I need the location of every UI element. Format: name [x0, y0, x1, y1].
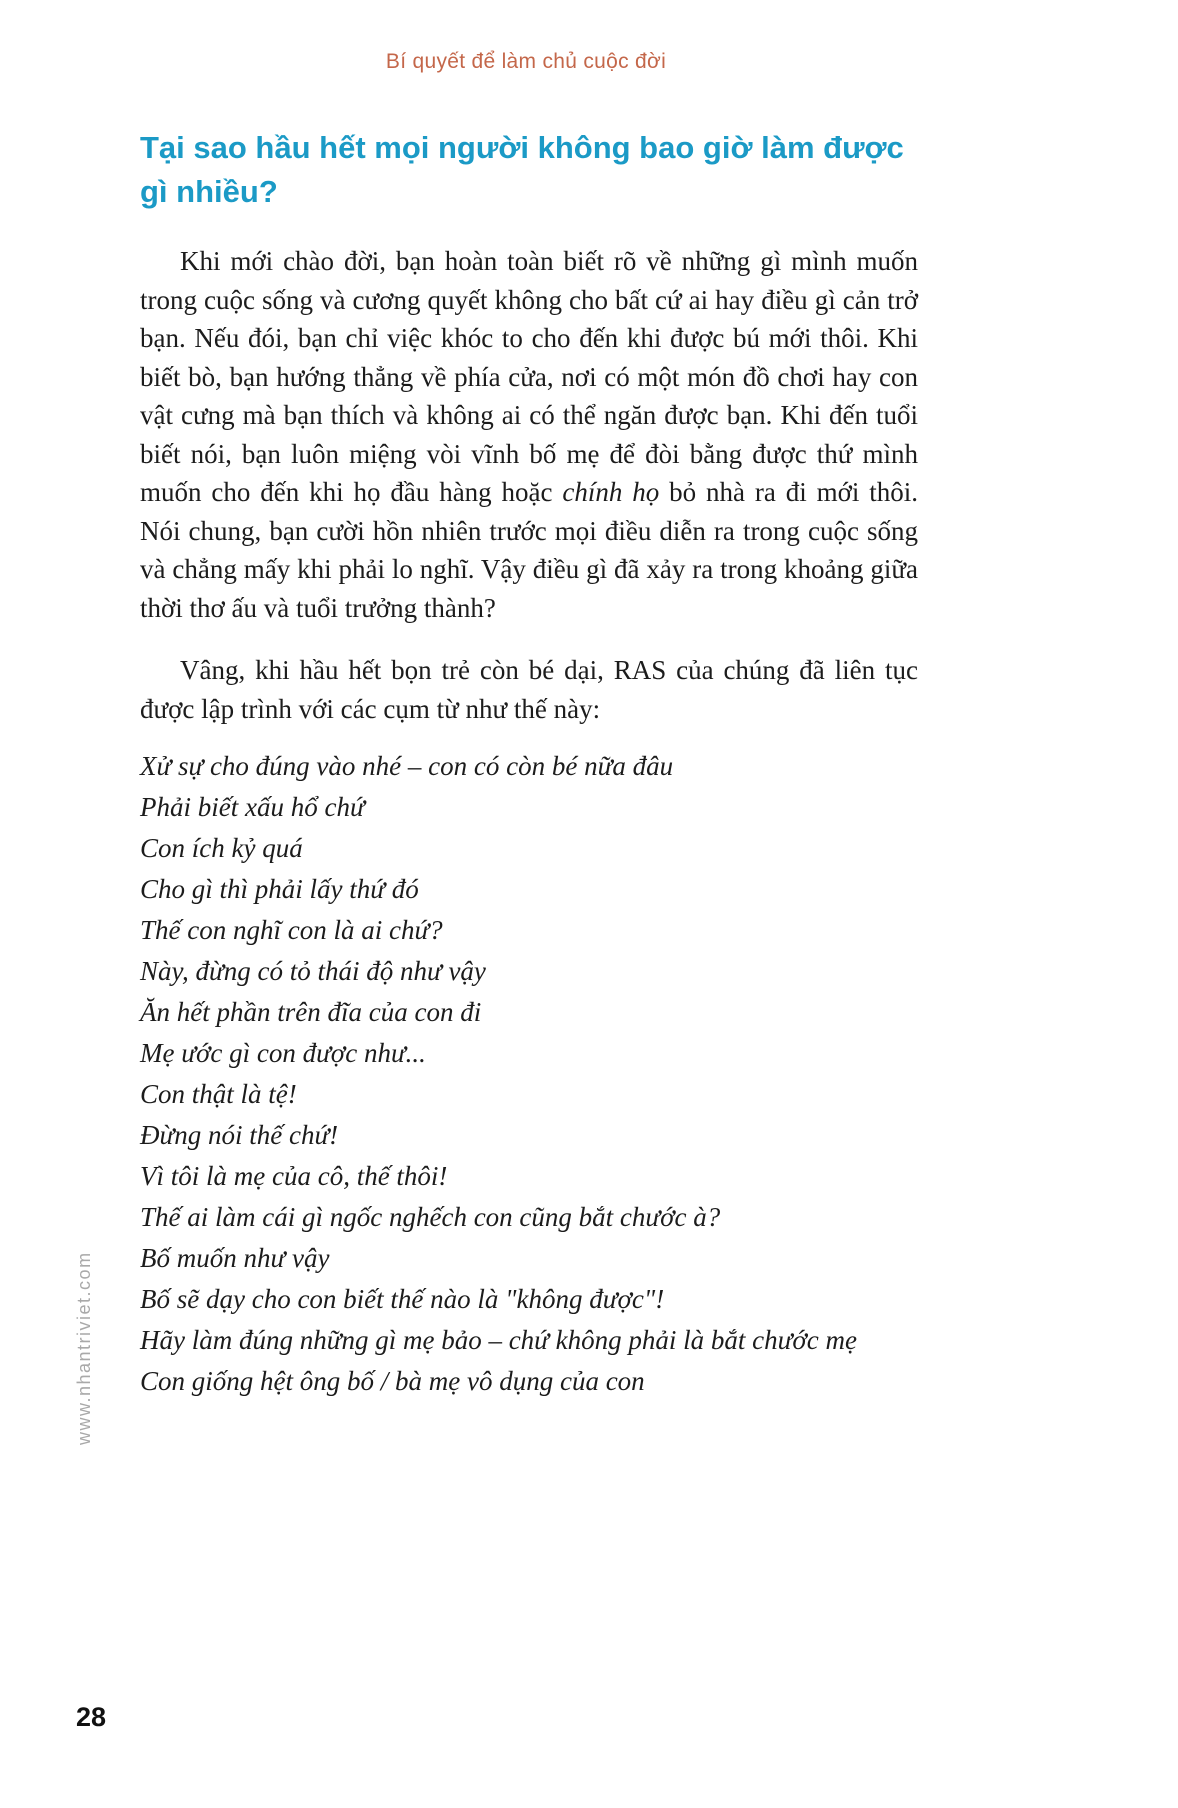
- watermark-url: www.nhantriviet.com: [74, 1251, 94, 1445]
- quote-line: Bố muốn như vậy: [140, 1243, 330, 1274]
- quote-line: Phải biết xấu hổ chứ: [140, 792, 365, 823]
- quote-line: Bố sẽ dạy cho con biết thế nào là "không được"!: [140, 1284, 665, 1315]
- quote-line: Hãy làm đúng những gì mẹ bảo – chứ không phải là bắt chước mẹ: [140, 1325, 857, 1356]
- paragraph-intro-italic: chính họ: [562, 477, 660, 508]
- page-content: [140, 126, 918, 1402]
- page-title: Tại sao hầu hết mọi người không bao giờ làm được gì nhiều?: [140, 130, 904, 210]
- quote-line: Ăn hết phần trên đĩa của con đi: [140, 997, 482, 1028]
- paragraph-intro: [140, 242, 918, 627]
- quote-line: Con giống hệt ông bố / bà mẹ vô dụng của con: [140, 1366, 645, 1397]
- quote-line: Xử sự cho đúng vào nhé – con có còn bé nữa đâu: [140, 751, 674, 782]
- paragraph-ras: Vâng, khi hầu hết bọn trẻ còn bé dại, RAS của chúng đã liên tục được lập trình với các cụm từ như thế này:: [140, 655, 918, 724]
- paragraph-intro-part2: bỏ nhà ra đi mới thôi. Nói chung, bạn cười hồn nhiên trước mọi điều diễn ra trong cuộc sống và chẳng mấy khi phải lo nghĩ. Vậy điều gì đã xảy ra trong khoảng giữa thời thơ ấu và tuổi trưởng thành?: [140, 477, 918, 623]
- quote-list: [140, 746, 918, 1402]
- quote-line: Mẹ ước gì con được như...: [140, 1038, 426, 1069]
- quote-line: Cho gì thì phải lấy thứ đó: [140, 874, 419, 905]
- quote-line: Thế ai làm cái gì ngốc nghếch con cũng bắt chước à?: [140, 1202, 721, 1233]
- quote-line: Thế con nghĩ con là ai chứ?: [140, 915, 443, 946]
- page-number: 28: [76, 1702, 107, 1732]
- quote-line: Con ích kỷ quá: [140, 833, 303, 864]
- running-header: Bí quyết để làm chủ cuộc đời: [385, 50, 667, 73]
- quote-line: Con thật là tệ!: [140, 1079, 297, 1110]
- paragraph-intro-part1: Khi mới chào đời, bạn hoàn toàn biết rõ về những gì mình muốn trong cuộc sống và cương quyết không cho bất cứ ai hay điều gì cản trở bạn. Nếu đói, bạn chỉ việc khóc to cho đến khi được bú mới thôi. Khi biết bò, bạn hướng thẳng về phía cửa, nơi có một món đồ chơi hay con vật cưng mà bạn thích và không ai có thể ngăn được bạn. Khi đến tuổi biết nói, bạn luôn miệng vòi vĩnh bố mẹ để đòi bằng được thứ mình muốn cho đến khi họ đầu hàng hoặc: [140, 246, 918, 508]
- quote-line: Này, đừng có tỏ thái độ như vậy: [140, 956, 486, 987]
- quote-line: Đừng nói thế chứ!: [140, 1120, 339, 1151]
- quote-line: Vì tôi là mẹ của cô, thế thôi!: [140, 1161, 448, 1192]
